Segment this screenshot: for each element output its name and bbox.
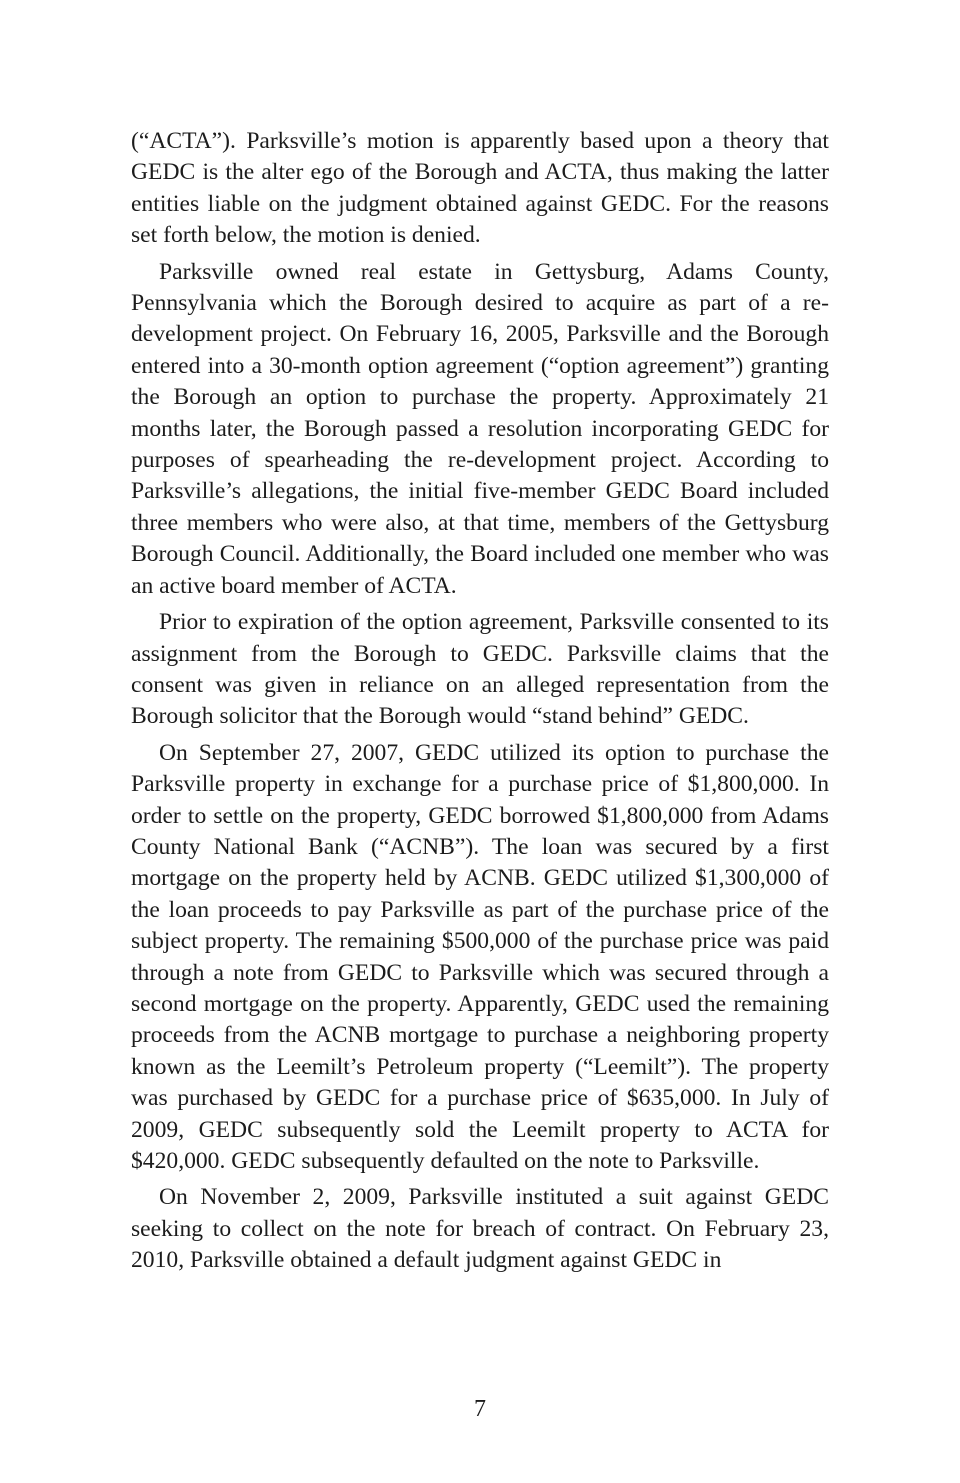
paragraph-3: Prior to expiration of the option agreement, Parksville consented to its assignment from the Borough to GEDC. Parksville claims that the consent was given in reliance on an alleged representation from the Borough solicitor that the Borough would “stand behind” GEDC. xyxy=(131,609,829,730)
paragraph-5: On November 2, 2009, Parksville instituted a suit against GEDC seeking to collect on the note for breach of contract. On February 23, 2010, Parksville obtained a default judgment against GEDC in xyxy=(131,1184,829,1274)
paragraph-1: (“ACTA”). Parksville’s motion is apparently based upon a theory that GEDC is the alter ego of the Borough and ACTA, thus making the latter entities liable on the judgment obtained against GEDC. For the reasons set forth below, the motion is denied. xyxy=(131,128,829,249)
page-number: 7 xyxy=(474,1396,486,1422)
paragraph-4: On September 27, 2007, GEDC utilized its option to purchase the Parksville property in exchange for a purchase price of $1,800,000. In order to settle on the property, GEDC borrowed $1,800,000 from Adams County National Bank (“ACNB”). The loan was secured by a first mortgage on the property held by ACNB. GEDC utilized $1,300,000 of the loan proceeds to pay Parksville as part of the purchase price of the subject property. The remaining $500,000 of the purchase price was paid through a note from GEDC to Parksville which was secured through a second mortgage on the property. Apparently, GEDC used the remaining proceeds from the ACNB mortgage to purchase a neighboring property known as the Leemilt’s Petroleum property (“Leemilt”). The property was purchased by GEDC for a purchase price of $635,000. In July of 2009, GEDC subsequently sold the Leemilt property to ACTA for $420,000. GEDC subsequently defaulted on the note to Parksville. xyxy=(131,739,829,1174)
paragraph-2: Parksville owned real estate in Gettysburg, Adams County, Pennsylvania which the Borough desired to acquire as part of a redevelopment project. On February 16, 2005, Parksville and the Borough entered into a 30-month option agreement (“option agreement”) granting the Borough an option to purchase the property. Approximately 21 months later, the Borough passed a resolution incorporating GEDC for purposes of spearheading the re-development project. According to Parksville’s allegations, the initial five-member GEDC Board included three members who were also, at that time, members of the Gettysburg Borough Council. Additionally, the Board included one member who was an active board member of ACTA. xyxy=(131,258,829,599)
document-body xyxy=(131,126,829,1282)
